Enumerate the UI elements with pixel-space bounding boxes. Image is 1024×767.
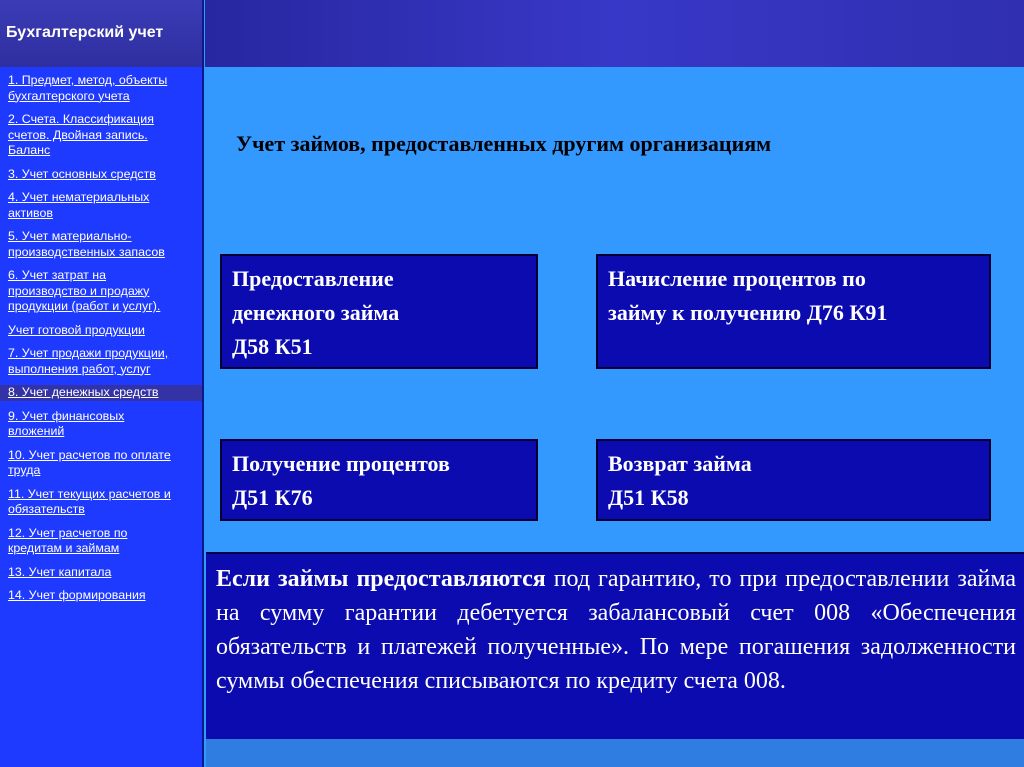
note-bold-text: Если займы предоставляются — [216, 566, 546, 592]
sidebar-item-5[interactable]: 5. Учет материально-производственных запасов — [8, 229, 165, 259]
sidebar-item-2[interactable]: 2. Счета. Классификация счетов. Двойная запись. Баланс — [8, 112, 154, 157]
sidebar-item-10[interactable]: 10. Учет расчетов по оплате труда — [8, 447, 171, 477]
sidebar-item-7[interactable]: 7. Учет продажи продукции, выполнения работ, услуг — [8, 346, 169, 376]
sidebar — [0, 0, 204, 767]
box-interest-accrual — [596, 254, 991, 369]
guarantee-note — [206, 552, 1024, 739]
top-banner — [205, 0, 1024, 67]
box-interest-received-line1: Получение процентов — [232, 451, 450, 476]
sidebar-item-3[interactable]: 3. Учет основных средств — [8, 166, 156, 181]
bottom-strip — [206, 739, 1024, 767]
sidebar-item-8[interactable]: 8. Учет денежных средств — [0, 385, 204, 401]
sidebar-item-13[interactable]: 13. Учет капитала — [8, 564, 112, 579]
sidebar-item-9[interactable]: 9. Учет финансовых вложений — [8, 408, 125, 438]
box-loan-return — [596, 439, 991, 521]
note-text: под гарантию, то при предоставлении займа на сумму гарантии дебетуется забалансовый счет 008 «Обеспечения обязательств и платежей полученные». По мере погашения задолженности суммы обеспечения списываются по кредиту счета 008. — [216, 566, 1016, 694]
sidebar-item-14[interactable]: 14. Учет формирования — [8, 588, 146, 602]
sidebar-item-11[interactable]: 11. Учет текущих расчетов и обязательств — [8, 486, 171, 516]
box-interest-accrual-line1: Начисление процентов по — [608, 266, 866, 291]
box-loan-issue-entry: Д58 К51 — [232, 334, 313, 359]
box-interest-accrual-line2: займу к получению Д76 К91 — [608, 300, 888, 325]
box-loan-issue-line1: Предоставление — [232, 266, 394, 291]
sidebar-divider — [202, 0, 204, 767]
sidebar-title: Бухгалтерский учет — [0, 0, 204, 67]
box-loan-issue-line2: денежного займа — [232, 300, 400, 325]
box-loan-return-line1: Возврат займа — [608, 451, 752, 476]
box-interest-received-entry: Д51 К76 — [232, 485, 313, 510]
sidebar-item-6b[interactable]: Учет готовой продукции — [8, 322, 145, 337]
sidebar-item-1[interactable]: 1. Предмет, метод, объекты бухгалтерского учета — [8, 73, 168, 103]
box-loan-issue — [220, 254, 538, 369]
box-loan-return-entry: Д51 К58 — [608, 485, 689, 510]
sidebar-item-12[interactable]: 12. Учет расчетов по кредитам и займам — [8, 525, 128, 555]
sidebar-nav — [0, 67, 204, 612]
box-interest-received — [220, 439, 538, 521]
slide-heading: Учет займов, предоставленных другим организациям — [236, 131, 772, 156]
sidebar-item-4[interactable]: 4. Учет нематериальных активов — [8, 190, 150, 220]
sidebar-item-6[interactable]: 6. Учет затрат на производство и продажу продукции (работ и услуг). — [8, 268, 161, 313]
